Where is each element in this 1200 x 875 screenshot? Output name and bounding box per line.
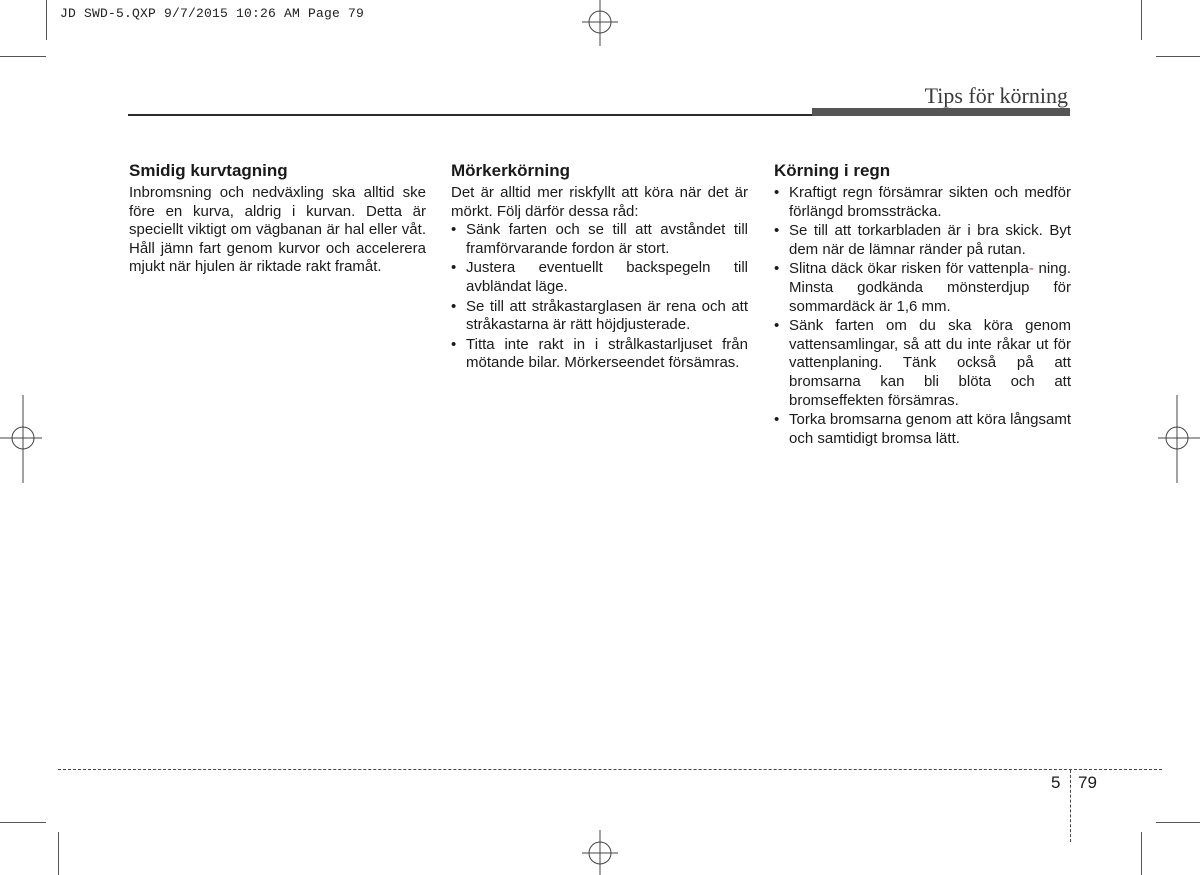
bullet-icon: • bbox=[774, 184, 780, 201]
list-item: • Kraftigt regn försämrar sikten och medför förlängd bromssträcka. bbox=[774, 184, 1071, 220]
rain-driving-list bbox=[774, 184, 1071, 448]
list-item: • Sänk farten om du ska köra genom vattensamlingar, så att du inte råkar ut för vattenplaning. Tänk också på att bromsarna kan bli blöta och att bromseffekten försämras. bbox=[774, 317, 1071, 409]
list-item: • Justera eventuellt backspegeln till avbländat läge. bbox=[451, 259, 748, 295]
column-rain-driving bbox=[774, 161, 1071, 449]
header-rule-accent bbox=[812, 108, 1070, 116]
hyphen-mark: - bbox=[1028, 260, 1034, 278]
bullet-icon: • bbox=[774, 260, 780, 278]
footer-rule bbox=[58, 769, 1162, 770]
registration-mark-top-icon bbox=[570, 0, 630, 50]
bullet-icon: • bbox=[451, 297, 457, 315]
heading-night-driving: Mörkerkörning bbox=[451, 161, 571, 180]
chapter-number: 5 bbox=[1051, 773, 1061, 792]
bullet-icon: • bbox=[774, 411, 780, 429]
registration-mark-right-icon bbox=[1152, 395, 1200, 485]
list-item: • Slitna däck ökar risken för vattenpla- ning. Minsta godkända mönsterdjup för sommardäck är 1,6 mm. bbox=[774, 260, 1072, 315]
heading-rain-driving: Körning i regn bbox=[774, 161, 891, 180]
bullet-icon: • bbox=[451, 221, 457, 239]
bullet-icon: • bbox=[451, 259, 457, 277]
list-item: • Se till att torkarbladen är i bra skick. Byt dem när de lämnar ränder på rutan. bbox=[774, 222, 1071, 258]
paragraph-night-driving: Det är alltid mer riskfyllt att köra när det är mörkt. Följ därför dessa råd: bbox=[451, 184, 748, 220]
bullet-icon: • bbox=[451, 335, 457, 353]
list-item: • Sänk farten och se till att avståndet till framförvarande fordon är stort. bbox=[451, 221, 748, 257]
column-night-driving bbox=[451, 161, 748, 374]
footer-divider bbox=[1070, 770, 1071, 842]
night-driving-list bbox=[451, 221, 748, 373]
paragraph-curve-driving: Inbromsning och nedväxling ska alltid ske före en kurva, aldrig i kurvan. Detta är speciellt viktigt om vägbanan är hal eller våt. Håll jämn fart genom kurvor och accelerera mjukt när hjulen är riktade rakt framåt. bbox=[129, 184, 426, 276]
registration-mark-left-icon bbox=[0, 395, 50, 485]
registration-mark-bottom-icon bbox=[570, 830, 630, 875]
bullet-icon: • bbox=[774, 317, 780, 335]
page-number: 79 bbox=[1078, 773, 1097, 792]
header-rule bbox=[128, 114, 812, 116]
print-slug: JD SWD-5.QXP 9/7/2015 10:26 AM Page 79 bbox=[60, 6, 365, 21]
bullet-icon: • bbox=[774, 222, 780, 240]
section-title: Tips för körning bbox=[924, 83, 1068, 108]
list-item: • Se till att stråkastarglasen är rena och att stråkastarna är rätt höjdjusterade. bbox=[451, 297, 748, 334]
heading-curve-driving: Smidig kurvtagning bbox=[129, 161, 288, 180]
list-item: • Torka bromsarna genom att köra långsamt och samtidigt bromsa lätt. bbox=[774, 411, 1071, 447]
list-item: • Titta inte rakt in i strålkastarljuset från mötande bilar. Mörkerseendet försämras. bbox=[451, 335, 748, 372]
column-curve-driving bbox=[129, 161, 426, 277]
